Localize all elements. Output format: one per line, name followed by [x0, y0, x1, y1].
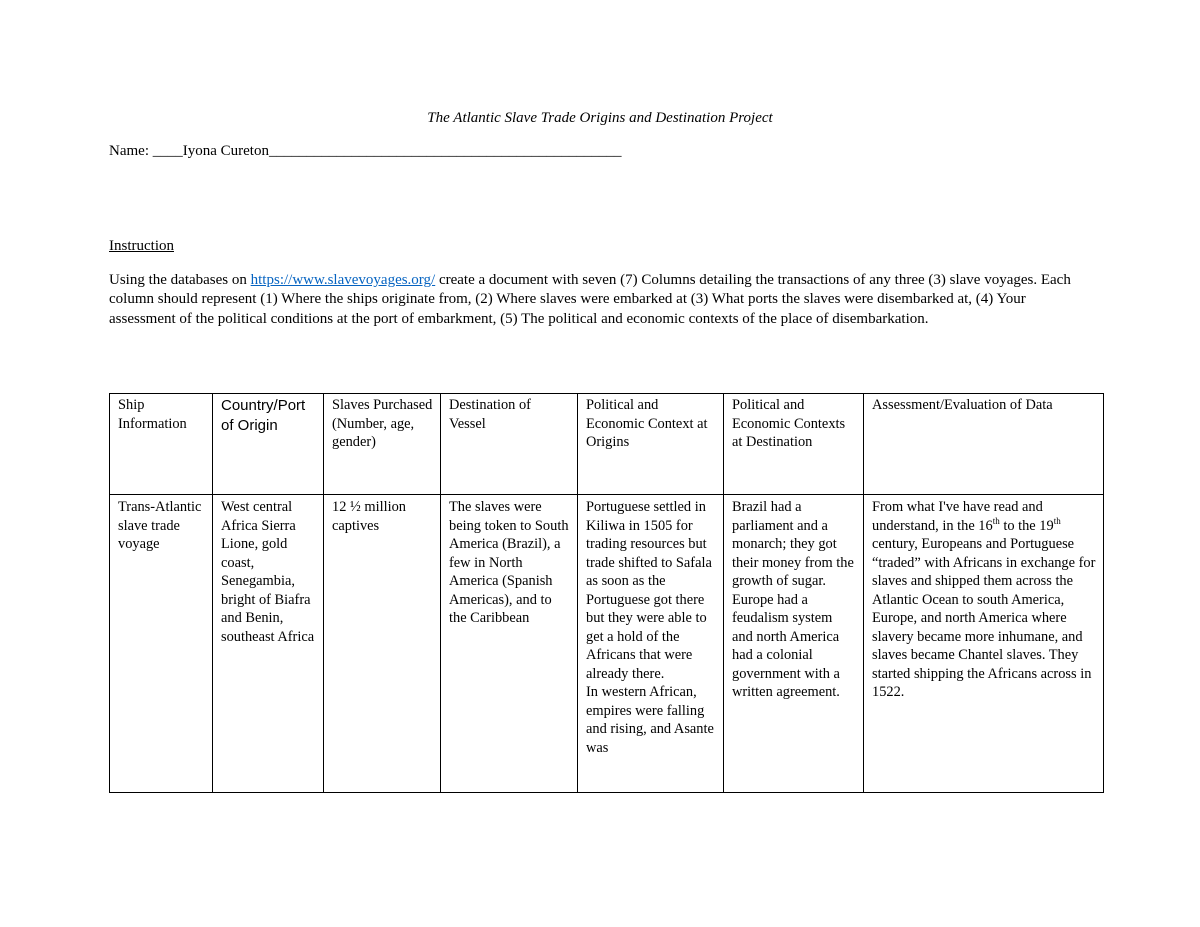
cell-purchased: 12 ½ million captives — [324, 495, 441, 793]
header-context-at-destination: Political and Economic Contexts at Destination — [724, 394, 864, 495]
header-country-port-of-origin: Country/Port of Origin — [213, 394, 324, 495]
slavevoyages-link[interactable]: https://www.slavevoyages.org/ — [250, 272, 436, 288]
name-underline: _______________________________________________ — [268, 143, 622, 159]
cell-assessment — [864, 495, 1104, 793]
cell-origin: West central Africa Sierra Lione, gold coast, Senegambia, bright of Biafra and Benin, southeast Africa — [213, 495, 324, 793]
cell-origin-context — [578, 495, 724, 793]
header-destination-of-vessel: Destination of Vessel — [441, 394, 578, 495]
origin-context-paragraph-2: In western African, empires were falling and rising, and Asante was — [586, 684, 714, 756]
header-assessment: Assessment/Evaluation of Data — [864, 394, 1104, 495]
cell-destination-context: Brazil had a parliament and a monarch; they got their money from the growth of sugar. Europe had a feudalism system and north America had a colonial government with a written agreement. — [724, 495, 864, 793]
cell-ship: Trans-Atlantic slave trade voyage — [110, 495, 213, 793]
assessment-text-2: to the 19 — [999, 517, 1054, 534]
header-ship-information: Ship Information — [110, 394, 213, 495]
table-header-row — [110, 394, 1104, 495]
name-line — [109, 143, 621, 160]
instruction-heading: Instruction — [109, 238, 174, 254]
name-value: Iyona Cureton — [182, 143, 269, 159]
instruction-paragraph — [109, 271, 1094, 329]
instruction-text-rest: create a document with seven (7) Columns detailing the transactions of any three (3) slave voyages. Each column should represent (1) Where the ships originate from, (2) Where slaves were embarked at (3) What ports the slaves were disembarked at, (4) Your assessment of the political conditions at the port of embarkment, (5) The political and economic contexts of the place of disembarkation. — [109, 272, 1071, 327]
assessment-text-3: century, Europeans and Portuguese “traded” with Africans in exchange for slaves and shipped them across the Atlantic Ocean to south America, Europe, and north America where slavery became more inhumane, and slaves became Chantel slaves. They started shipping the Africans across in 1522. — [872, 536, 1096, 700]
voyage-table — [109, 393, 1104, 793]
assessment-sup-1: th — [992, 515, 1000, 526]
cell-destination: The slaves were being token to South America (Brazil), a few in North America (Spanish Americas), and to the Caribbean — [441, 495, 578, 793]
table-row — [110, 495, 1104, 793]
header-slaves-purchased: Slaves Purchased (Number, age, gender) — [324, 394, 441, 495]
document-title: The Atlantic Slave Trade Origins and Destination Project — [427, 110, 773, 126]
header-context-at-origins: Political and Economic Context at Origins — [578, 394, 724, 495]
assessment-text-1: From what I've have read and understand, in the 16 — [872, 499, 1043, 534]
name-label: Name: ____ — [109, 143, 183, 159]
assessment-sup-2: th — [1053, 515, 1061, 526]
origin-context-paragraph-1: Portuguese settled in Kiliwa in 1505 for trading resources but trade shifted to Safala as soon as the Portuguese got there but they were able to get a hold of the Africans that were already there. — [586, 499, 712, 682]
instruction-text-start: Using the databases on — [109, 272, 251, 288]
